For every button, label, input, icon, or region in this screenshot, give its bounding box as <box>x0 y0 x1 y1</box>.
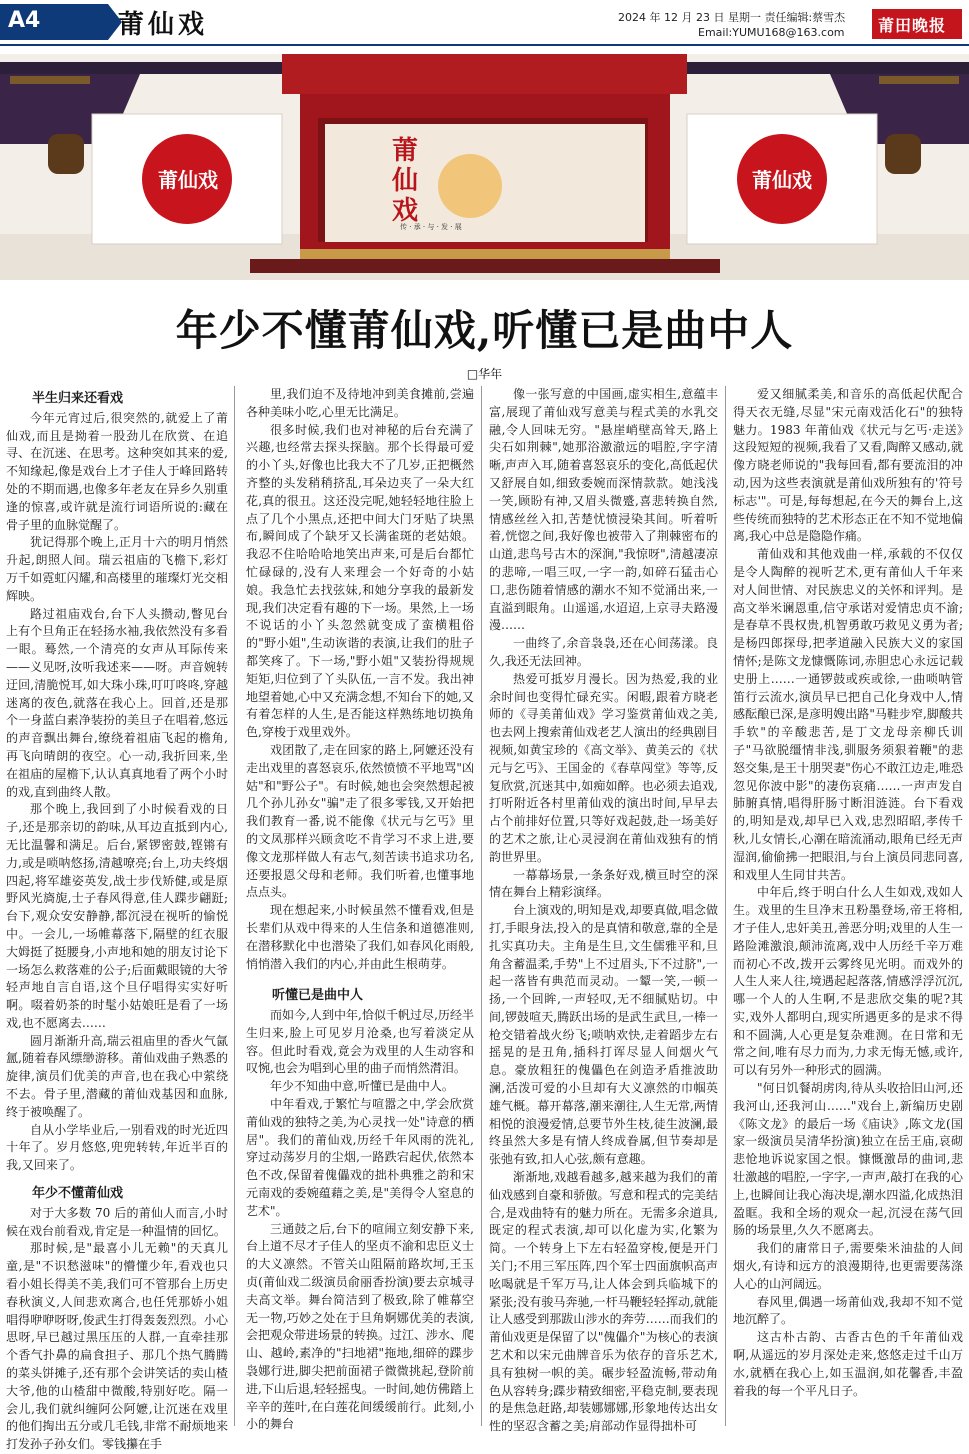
article-paragraph: 很多时候,我们也对神秘的后台充满了兴趣,也经常去探头探脑。那个长得最可爱的小丫头,好像也比我大不了几岁,正把概然齐整的头发稍稍挤乱,耳朵边夹了一朵大红花,真的很丑。这还没完呢,她轻轻地往脸上点了几个小黑点,还把中间大门牙贴了块黑布,瞬间成了个缺牙又长满雀斑的老姑娘。我忍不住哈哈哈地笑出声来,可是后台都忙忙碌碌的,没有人来理会一个好奇的小姑娘。我急忙去找弦妹,和她分享我的最新发现,我们决定看有趣的下一场。果然,上一场不说话的小丫头忽然就变成了蛮横粗俗的"野小姐",生动诙谐的表演,让我们的肚子都笑疼了。下一场,"野小姐"又装扮得规规矩矩,归位到了丫头队伍,一言不发。我出神地望着她,心中又充满念想,不知台下的她,又有着怎样的人生,是否能这样熟练地切换角色,穿梭于戏里戏外。 <box>246 422 474 740</box>
stage-title: 莆仙戏 <box>392 136 419 226</box>
article-paragraph: 那时候,是"最喜小儿无赖"的天真儿童,是"不识愁滋味"的懵懂少年,看戏也只看小姐长得美不美,我们可不管那台上历史春秋演义,人间悲欢离合,也任凭那娇小姐唱得咿咿呀呀,俊武生打得轰轰烈烈。小心思呀,早已越过黑压压的人群,一直牵挂那个香气扑鼻的扁食担子、那几个热气腾腾的菜头饼摊子,还有那个会讲笑话的卖山楂大爷,他的山楂甜中微酸,特别好吃。隔一会儿,我们就纠缠阿公阿嬷,让沉迷在戏里的他们掏出五分或几毛钱,非常不耐烦地来打发孙子孙女们。零钱攥在手 <box>6 1241 228 1452</box>
header-rule <box>0 44 969 46</box>
article-paragraph: 爱又细腻柔美,和音乐的高低起伏配合得天衣无缝,尽显"宋元南戏活化石"的独特魅力。1983 年莆仙戏《状元与乞丐·走送》这段短短的视频,我看了又看,陶醉又感动,就像方晓老师说的"我每回看,都有要流泪的冲动,因为这些表演就是莆仙戏所独有的'符号标志'"。可是,每每想起,在今天的舞台上,这些传统而独特的艺术形态正在不知不觉地偏离,我心中总是隐隐作痛。 <box>733 387 963 544</box>
article-paragraph: 春风里,偶遇一场莆仙戏,我却不知不觉地沉醉了。 <box>733 1294 963 1327</box>
article-paragraph: 圆月渐渐升高,瑞云祖庙里的香火气氤氲,随着春风缥缈游移。莆仙戏曲子熟悉的旋律,演员们优美的声音,也在我心中萦绕不去。骨子里,潜藏的莆仙戏基因和血脉,终于被唤醒了。 <box>6 1033 228 1119</box>
article-paragraph: 现在想起来,小时候虽然不懂看戏,但是长辈们从戏中得来的人生信条和道德准则,在潜移默化中也潜染了我们,如春风化雨般,悄悄潜入我们的内心,并由此生根萌芽。 <box>246 903 474 971</box>
article-column-3 <box>489 386 718 1434</box>
article-headline: 年少不懂莆仙戏,听懂已是曲中人 <box>175 306 794 355</box>
article-byline: □华年 <box>466 367 503 381</box>
newspaper-logo: 莆田晚报 <box>872 9 962 39</box>
article-paragraph: 中年后,终于明白什么人生如戏,戏如人生。戏里的生旦净末丑粉墨登场,帝王将相,才子佳人,忠奸美丑,善恶分明;戏里的人生一路险滩激浪,颠沛流离,戏中人历经千辛万难而初心不改,拨开云雾终见光明。而戏外的人生人来人往,境遇起起落落,情感浮浮沉沉,哪一个人的人生啊,不是悲欣交集的呢?其实,戏外人都明白,现实所遇更多的是求不得和不圆满,人心更是复杂难测。在日常和无常之间,唯有尽力而为,力求无悔无憾,或许,可以有另外一种形式的圆满。 <box>733 885 963 1078</box>
article-paragraph: 渐渐地,戏越看越多,越来越为我们的莆仙戏感到自豪和骄傲。写意和程式的完美结合,是戏曲特有的魅力所在。无需多余道具,既定的程式表演,却可以化虚为实,化繁为简。一个转身上下左右轻盈穿梭,便是开门关门;不用三军压阵,四个军士四面旗帜高声吆喝就是千军万马,让人体会到兵临城下的紧张;没有骏马奔驰,一杆马鞭轻轻挥动,就能让人感受到那跋山涉水的奔劳……而我们的莆仙戏更是保留了以"傀儡介"为核心的表演艺术和以宋元曲牌音乐为依存的音乐艺术,具有独树一帜的美。碾步轻盈流畅,带动角色从容转身;蹀步精致细密,平稳克制,要表现的是焦急赶路,却装娜娜娜,形象地传达出女性的坚忍含蓄之美;肩部动作显得拙朴可 <box>489 1170 718 1434</box>
article-paragraph: 三通鼓之后,台下的喧闹立刻安静下来,台上道不尽才子佳人的坚贞不渝和忠臣义士的大义凛然。不管关山阻隔前路坎坷,王玉贞(莆仙戏二级演员俞丽香扮演)要去京城寻夫高文举。舞台简洁到了极致,除了帷幕空无一物,巧妙之处在于旦角婀娜优美的表演,会把观众带进场景的转换。过江、涉水、爬山、越岭,素净的"扫地裙"拖地,细碎的蹀步袅娜行进,脚尖把前面裙子微微挑起,登阶前进,下山后退,轻轻摇曳。一时间,她仿佛踏上辛辛的莲叶,在白莲花间缓缓前行。此刻,小小的舞台 <box>246 1221 475 1432</box>
article-paragraph: 莆仙戏和其他戏曲一样,承载的不仅仅是令人陶醉的视听艺术,更有莆仙人千年来对人间世情、对民族忠义的关怀和评判。是高文举米谰恩重,信守承诺对爱情忠贞不渝;是春草不畏权贵,机智勇敢巧救见义勇为者;是杨四郎探母,把孝道融入民族大义的家国情怀;是陈文龙慷慨陈词,赤胆忠心永远记载史册上……一通锣鼓或疾或徐,一曲唢呐管笛行云流水,演员早已把自己化身戏中人,情感酝酿已深,是彦明嫂出路"马鞋步窄,脚酸共手软"的辛酸悲苦,是丁文龙母亲柳氏训子"马欲脱缰情非浅,驯服务须狠着鞭"的悲怒交集,是王十朋哭妻"伤心不敢江边走,唯恐忽见你波中影"的凄伤哀痛……一声声发自肺腑真情,唱得肝肠寸断泪涟涟。台下看戏的,明知是戏,却早已入戏,忠烈昭昭,孝传千秋,儿女情长,心潮在暗流涌动,眼角已经无声湿润,偷偷拂一把眼泪,与台上演员同悲同喜,和戏里人生同甘共苦。 <box>733 547 963 882</box>
article-paragraph: 台上演戏的,明知是戏,却要真做,唱念做打,手眼身法,投入的是真情和敬意,靠的全是扎实真功夫。主角是生旦,文生儒雅平和,旦角含蓄温柔,手势"上不过眉头,下不过脐",一起一落皆有典范而灵动。一颦一笑,一顿一扬,一个回眸,一声轻叹,无不细腻贴切。中间,锣鼓喧天,腾跃出场的是武生武旦,一棒一枪交错着战火纷飞;唢呐欢快,走着蹈步左右摇晃的是丑角,插科打诨尽显人间烟火气息。豪放粗狂的傀儡色在剑造矛盾推波助澜,活泼可爱的小旦却有大义凛然的巾帼英雄气概。幕开幕落,潮来潮往,人生无常,两情相悦的浪漫爱情,总要节外生枝,徒生波澜,最终虽然大多是有情人终成眷属,但节奏却是张弛有致,扣人心弦,颇有意趣。 <box>489 903 718 1167</box>
article-paragraph: 年少不知曲中意,听懂已是曲中人。 <box>270 1079 454 1094</box>
section-subhead: 半生归来还看戏 <box>32 391 124 406</box>
article-paragraph: 今年元宵过后,很突然的,就爱上了莆仙戏,而且是拗着一股劲儿在欣赏、在追寻、在沉迷、在思考。这种突如其来的爱,不知缘起,像是戏台上才子佳人于峰回路转处的不期而遇,也像多年老友在异乡久别重逢的惊喜,或许就是流行词语所说的:藏在骨子里的血脉觉醒了。 <box>6 410 228 532</box>
article-column-1 <box>6 386 228 1452</box>
article-paragraph: 我们的庸常日子,需要柴米油盐的人间烟火,有诗和远方的浪漫期待,也更需要荡涤人心的山河阔远。 <box>733 1241 963 1291</box>
section-subhead: 年少不懂莆仙戏 <box>32 1186 124 1202</box>
article-column-2 <box>246 386 475 1432</box>
article-paragraph: 像一张写意的中国画,虚实相生,意蕴丰富,展现了莆仙戏写意美与程式美的水乳交融,令人回味无穷。"悬崖峭壁高耸天,路上尖石如荆棘",她那浴激澈远的唱腔,字字清晰,声声入耳,随着喜怒哀乐的变化,高低起伏又舒展自如,细致委婉而深情款款。她浅浅一笑,顾盼有神,又眉头微蹙,喜悲转换自然,情感丝丝入扣,苦楚忧愤浸染其间。听着听着,恍惚之间,我好像也被带入了荆棘密布的山道,悲鸟号古木的深涧,"我惊呀",清越凄凉的悲啼,一唱三叹,一字一韵,如碎石猛击心口,悲伤随着情感的潮水不知不觉涌出来,一直溢到眼角。山遥遥,水迢迢,上京寻夫路漫漫…… <box>489 387 718 633</box>
article-paragraph: 这古朴古韵、古香古色的千年莆仙戏啊,从遥远的岁月深处走来,悠悠走过千山万水,就栖在我心上,如玉温润,如花馨香,丰盈着我的每一个平凡日子。 <box>733 1330 963 1398</box>
page-header <box>0 0 969 42</box>
article-paragraph: 自从小学毕业后,一别看戏的时光近四十年了。岁月悠悠,兜兜转转,年近半百的我,又回来了。 <box>6 1122 228 1173</box>
article-paragraph: 戏团散了,走在回家的路上,阿嬷还没有走出戏里的喜怒哀乐,依然愤愤不平地骂"凶姑"和"野公子"。有时候,她也会突然想起被几个孙儿孙女"骗"走了很多零钱,又开始把我们教育一番,说不能像《状元与乞丐》里的文凤那样兴顾贪吃不肯学习不求上进,要像文龙那样做人有志气,刻苦读书追求功名,还要报恩父母和老师。我们听着,也懂事地点点头。 <box>246 742 474 900</box>
stage-illustration <box>0 54 969 280</box>
column-divider <box>234 386 235 1426</box>
header-meta <box>618 10 845 40</box>
column-name: 莆仙戏 <box>118 10 209 40</box>
article-paragraph: 中年看戏,于繁忙与喧嚣之中,学会欣赏莆仙戏的独特之美,为心灵找一处"诗意的栖居"。我们的莆仙戏,历经千年风雨的洗礼,穿过动荡岁月的尘烟,一路跌宕起伏,依然本色不改,保留着傀儡戏的拙朴典雅之韵和宋元南戏的委婉蕴藉之美,是"美得令人窒息的艺术"。 <box>246 1097 474 1218</box>
page-number: A4 <box>0 4 108 40</box>
editor-email: Email:YUMU168@163.com <box>698 26 845 39</box>
right-seal-text: 莆仙戏 <box>752 168 812 192</box>
article-column-4 <box>733 386 963 1428</box>
column-divider <box>481 386 482 1426</box>
column-divider <box>725 386 726 1426</box>
stage-graphic <box>0 54 969 280</box>
article-paragraph: 一幕幕场景,一条条好戏,横亘时空的深情在舞台上精彩演绎。 <box>489 867 718 900</box>
section-subhead: 听懂已是曲中人 <box>272 988 364 1004</box>
left-seal-text: 莆仙戏 <box>158 168 218 192</box>
article-paragraph: 犹记得那个晚上,正月十六的明月悄然升起,朗照人间。瑞云祖庙的飞檐下,彩灯万千如霓虹闪耀,和高楼里的璀璨灯光交相辉映。 <box>6 535 228 603</box>
date-line: 2024 年 12 月 23 日 星期一 责任编辑:蔡雪杰 <box>618 11 846 24</box>
article-paragraph: 那个晚上,我回到了小时候看戏的日子,还是那亲切的韵味,从耳边直抵到内心,无比温馨和满足。后台,紧锣密鼓,铿锵有力,或是唢呐悠扬,清越嘹亮;台上,功夫终烟四起,将军雄姿英发,战士步伐矫健,或是原野风光旖旎,士子春风得意,佳人蹀步翩跹;台下,观众安安静静,都沉浸在视听的愉悦中。一会儿,一场帷幕落下,隔壁的红衣服大姆挺了挺腰身,小声地和她的朋友讨论下一场怎么救落难的公子;后面戴眼镜的大爷轻声地自言自语,这个旦仔唱得实实好听啊。啜着奶茶的时髦小姑娘旺是看了一场戏,也不愿离去…… <box>6 802 228 1030</box>
article-paragraph: 里,我们迫不及待地冲到美食摊前,尝遍各种美味小吃,心里无比满足。 <box>246 387 474 419</box>
article-paragraph: 对于大多数 70 后的莆仙人而言,小时候在戏台前看戏,肯定是一种温情的回忆。 <box>6 1205 228 1238</box>
article-paragraph: 一曲终了,余音袅袅,还在心间荡漾。良久,我还无法回神。 <box>489 636 718 668</box>
stage-motto: 传 · 承 · 与 · 发 · 展 <box>400 223 462 231</box>
article-paragraph: 路过祖庙戏台,台下人头攒动,瞥见台上有个旦角正在轻扬水袖,我依然没有多看一眼。蓦然,一个清亮的女声从耳际传来——义见呀,汝听我述来——呀。声音婉转迂回,清脆悦耳,如大珠小珠,叮叮咚咚,穿越迷离的夜色,就落在我心上。回首,还是那个一身蓝白素净装扮的美旦子在唱着,悠远的声音飘出舞台,缭绕着祖庙飞起的檐角,再飞向晴朗的夜空。心一动,我折回来,坐在祖庙的屋檐下,认认真真地看了两个小时的戏,直到曲终人散。 <box>6 606 228 799</box>
article-paragraph: 而如今,人到中年,恰似千帆过尽,历经半生归来,脸上可见岁月沧桑,也写着淡定从容。但此时看戏,竟会为戏里的人生动容和叹惋,也会为唱到心里的曲子而悄然潸泪。 <box>246 1008 474 1076</box>
article-paragraph: 热爱可抵岁月漫长。因为热爱,我的业余时间也变得忙碌充实。闲暇,跟着方晓老师的《寻美莆仙戏》学习鉴赏莆仙戏之美,也去网上搜索莆仙戏老艺人演出的经典剧目视频,如黄宝珍的《高文举》、黄美云的《状元与乞丐》、王国金的《春草闯堂》等等,反复欣赏,沉迷其中,如痴如醉。也必须去追戏,打听附近各村里莆仙戏的演出时间,早早去占个前排好位置,只等好戏起鼓,赴一场美好的艺术之旅,让心灵浸润在莆仙戏独有的悄韵世界里。 <box>489 671 718 864</box>
article-paragraph: "何日饥餐胡虏肉,待从头收拾旧山河,还我河山,还我河山……"戏台上,新编历史剧《陈文龙》的最后一场《庙诀》,陈文龙(国家一级演员吴清华扮演)独立在岳王庙,哀砌悲怆地诉说家国之恨。慷慨激昂的曲词,悲壮激越的唱腔,一字字,一声声,敲打在我的心上,也瞬间让我心海决堤,潮水四溢,化成热泪盈眶。我和全场的观众一起,沉浸在荡气回肠的场景里,久久不愿离去。 <box>733 1081 963 1238</box>
